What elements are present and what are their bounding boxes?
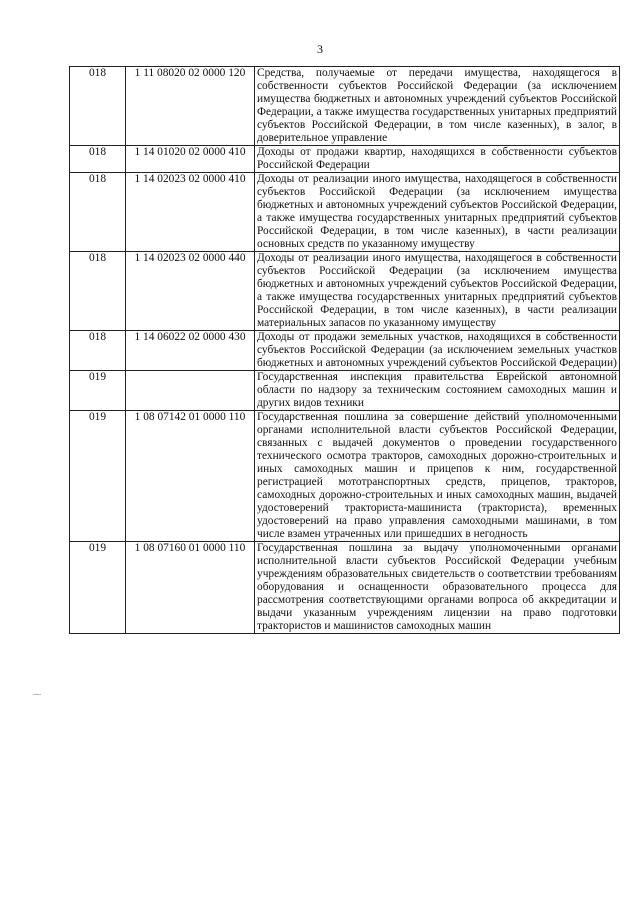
revenue-name-cell: Доходы от реализации иного имущества, находящегося в собственности субъектов Российской Федерации (за исключением имущества бюджетных и автономных учреждений субъектов Российской Федерации, а также имущества государственных унитарных предприятий субъектов Российской Федерации, в том числе казенных), в части реализации материальных запасов по указанному имуществу <box>255 252 620 331</box>
admin-code-cell: 018 <box>70 146 126 173</box>
admin-code-cell: 019 <box>70 411 126 542</box>
admin-code-cell: 018 <box>70 252 126 331</box>
admin-code-cell: 019 <box>70 542 126 634</box>
table-row <box>70 67 620 146</box>
revenue-code-cell: 1 14 02023 02 0000 440 <box>126 252 255 331</box>
revenue-name-cell: Доходы от продажи квартир, находящихся в собственности субъектов Российской Федерации <box>255 146 620 173</box>
revenue-code-cell: 1 14 01020 02 0000 410 <box>126 146 255 173</box>
page-number: 3 <box>317 42 323 56</box>
table-row <box>70 146 620 173</box>
table-row <box>70 252 620 331</box>
revenue-name-cell: Средства, получаемые от передачи имущества, находящегося в собственности субъектов Российской Федерации (за исключением имущества бюджетных и автономных учреждений субъектов Российской Федерации, а также имущества государственных унитарных предприятий субъектов Российской Федерации, в том числе казенных), в залог, в доверительное управление <box>255 67 620 146</box>
revenue-code-cell: 1 14 06022 02 0000 430 <box>126 331 255 371</box>
revenue-code-cell: 1 08 07160 01 0000 110 <box>126 542 255 634</box>
revenue-codes-table <box>69 66 620 634</box>
revenue-name-cell: Доходы от реализации иного имущества, находящегося в собственности субъектов Российской Федерации (за исключением имущества бюджетных и автономных учреждений субъектов Российской Федерации, а также имущества государственных унитарных предприятий субъектов Российской Федерации, в том числе казенных), в части реализации основных средств по указанному имуществу <box>255 173 620 252</box>
admin-code-cell: 019 <box>70 371 126 411</box>
table-row <box>70 173 620 252</box>
revenue-name-cell: Государственная пошлина за выдачу уполномоченными органами исполнительной власти субъектов Российской Федерации учебным учреждениям образовательных свидетельств о соответствии требованиям оборудования и оснащенности образовательного процесса для рассмотрения соответствующими органами вопроса об аккредитации и выдачи указанным учреждениям лицензии на право подготовки трактористов и машинистов самоходных машин <box>255 542 620 634</box>
table-row <box>70 542 620 634</box>
table-row-administrator-heading <box>70 371 620 411</box>
revenue-name-cell: Государственная пошлина за совершение действий уполномоченными органами исполнительной власти субъектов Российской Федерации, связанных с выдачей документов о проведении государственного технического осмотра тракторов, самоходных дорожно-строительных и иных самоходных машин и прицепов к ним, государственной регистрацией мототранспортных средств, прицепов, тракторов, самоходных дорожно-строительных и иных самоходных машин, выдачей удостоверений тракториста-машиниста (тракториста), временных удостоверений на право управления самоходными машинами, в том числе взамен утраченных или пришедших в негодность <box>255 411 620 542</box>
table-row <box>70 411 620 542</box>
revenue-code-cell: 1 14 02023 02 0000 410 <box>126 173 255 252</box>
admin-code-cell: 018 <box>70 173 126 252</box>
admin-code-cell: 018 <box>70 67 126 146</box>
revenue-code-cell: 1 08 07142 01 0000 110 <box>126 411 255 542</box>
administrator-name-cell: Государственная инспекция правительства Еврейской автономной области по надзору за техническим состоянием самоходных машин и других видов техники <box>255 371 620 411</box>
scan-margin-mark <box>33 694 41 695</box>
admin-code-cell: 018 <box>70 331 126 371</box>
revenue-code-cell <box>126 371 255 411</box>
revenue-name-cell: Доходы от продажи земельных участков, находящихся в собственности субъектов Российской Федерации (за исключением земельных участков бюджетных и автономных учреждений субъектов Российской Федерации) <box>255 331 620 371</box>
table-row <box>70 331 620 371</box>
revenue-code-cell: 1 11 08020 02 0000 120 <box>126 67 255 146</box>
